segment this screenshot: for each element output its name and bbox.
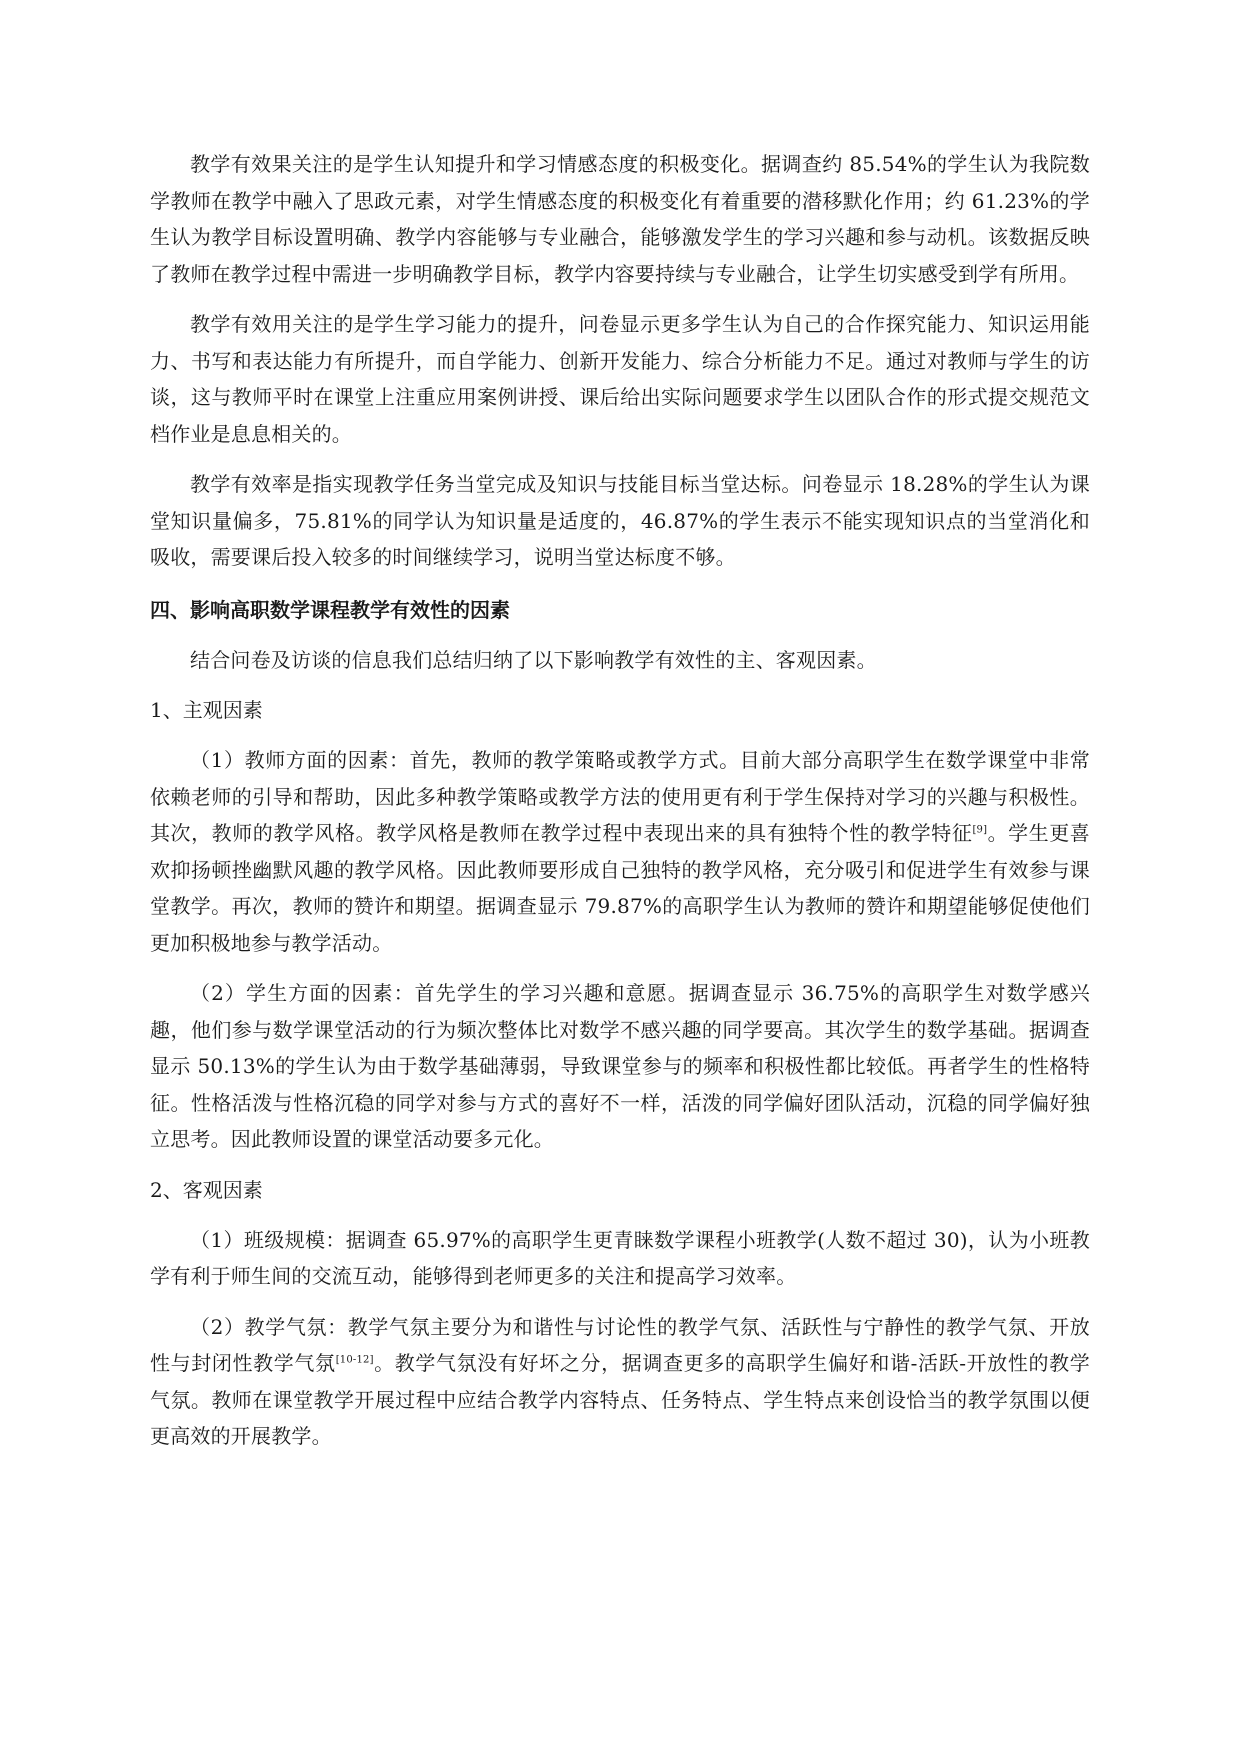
paragraph-teacher-factors: [150, 742, 1090, 961]
subheading-subjective-factors: 1、主观因素: [150, 698, 263, 722]
section-heading-factors: 四、影响高职数学课程教学有效性的因素: [150, 597, 510, 622]
paragraph-class-size: （1）班级规模：据调查 65.97%的高职学生更青睐数学课程小班教学(人数不超过 30)，认为小班教学有利于师生间的交流互动，能够得到老师更多的关注和提高学习效率。: [150, 1227, 1090, 1288]
paragraph-student-factors: （2）学生方面的因素：首先学生的学习兴趣和意愿。据调查显示 36.75%的高职学生对数学感兴趣，他们参与数学课堂活动的行为频次整体比对数学不感兴趣的同学要高。其次学生的数学基础。据调查显示 50.13%的学生认为由于数学基础薄弱，导致课堂参与的频率和积极性都比较低。再者学生的性格特征。性格活泼与性格沉稳的同学对参与方式的喜好不一样，活泼的同学偏好团队活动，沉稳的同学偏好独立思考。因此教师设置的课堂活动要多元化。: [150, 981, 1090, 1151]
paragraph-teaching-utility: 教学有效用关注的是学生学习能力的提升，问卷显示更多学生认为自己的合作探究能力、知识运用能力、书写和表达能力有所提升，而自学能力、创新开发能力、综合分析能力不足。通过对教师与学生的访谈，这与教师平时在课堂上注重应用案例讲授、课后给出实际问题要求学生以团队合作的形式提交规范文档作业是息息相关的。: [150, 312, 1090, 446]
teacher-factors-text-b: 。学生更喜欢抑扬顿挫幽默风趣的教学风格。因此教师要形成自己独特的教学风格，充分吸引和促进学生有效参与课堂教学。再次，教师的赞许和期望。据调查显示 79.87%的高职学生认为教师的赞许和期望能够促使他们更加积极地参与教学活动。: [150, 821, 1091, 955]
paragraph-teaching-atmosphere: [150, 1309, 1090, 1455]
atmosphere-text-a: （2）教学气氛：教学气氛主要分为和谐性与讨论性的教学气氛、活跃性与宁静性的教学气氛、开放性与封闭性教学气氛: [150, 1314, 1090, 1375]
document-page: [150, 146, 1090, 1469]
citation-9: [9]: [972, 824, 988, 836]
citation-10-12: [10-12]: [335, 1354, 374, 1366]
paragraph-teaching-efficiency: 教学有效率是指实现教学任务当堂完成及知识与技能目标当堂达标。问卷显示 18.28%的学生认为课堂知识量偏多，75.81%的同学认为知识量是适度的，46.87%的学生表示不能实现知识点的当堂消化和吸收，需要课后投入较多的时间继续学习，说明当堂达标度不够。: [150, 472, 1090, 569]
atmosphere-text-b: 。教学气氛没有好坏之分，据调查更多的高职学生偏好和谐-活跃-开放性的教学气氛。教师在课堂教学开展过程中应结合教学内容特点、任务特点、学生特点来创设恰当的教学氛围以便更高效的开展教学。: [150, 1351, 1090, 1448]
paragraph-factors-intro: 结合问卷及访谈的信息我们总结归纳了以下影响教学有效性的主、客观因素。: [190, 647, 877, 672]
paragraph-teaching-effect: 教学有效果关注的是学生认知提升和学习情感态度的积极变化。据调查约 85.54%的学生认为我院数学教师在教学中融入了思政元素，对学生情感态度的积极变化有着重要的潜移默化作用；约 61.23%的学生认为教学目标设置明确、教学内容能够与专业融合，能够激发学生的学习兴趣和参与动机。该数据反映了教师在教学过程中需进一步明确教学目标，教学内容要持续与专业融合，让学生切实感受到学有所用。: [150, 152, 1090, 286]
subheading-objective-factors: 2、客观因素: [150, 1177, 263, 1202]
teacher-factors-text-a: （1）教师方面的因素：首先，教师的教学策略或教学方式。目前大部分高职学生在数学课堂中非常依赖老师的引导和帮助，因此多种教学策略或教学方法的使用更有利于学生保持对学习的兴趣与积极性。其次，教师的教学风格。教学风格是教师在教学过程中表现出来的具有独特个性的教学特征: [150, 748, 1090, 845]
